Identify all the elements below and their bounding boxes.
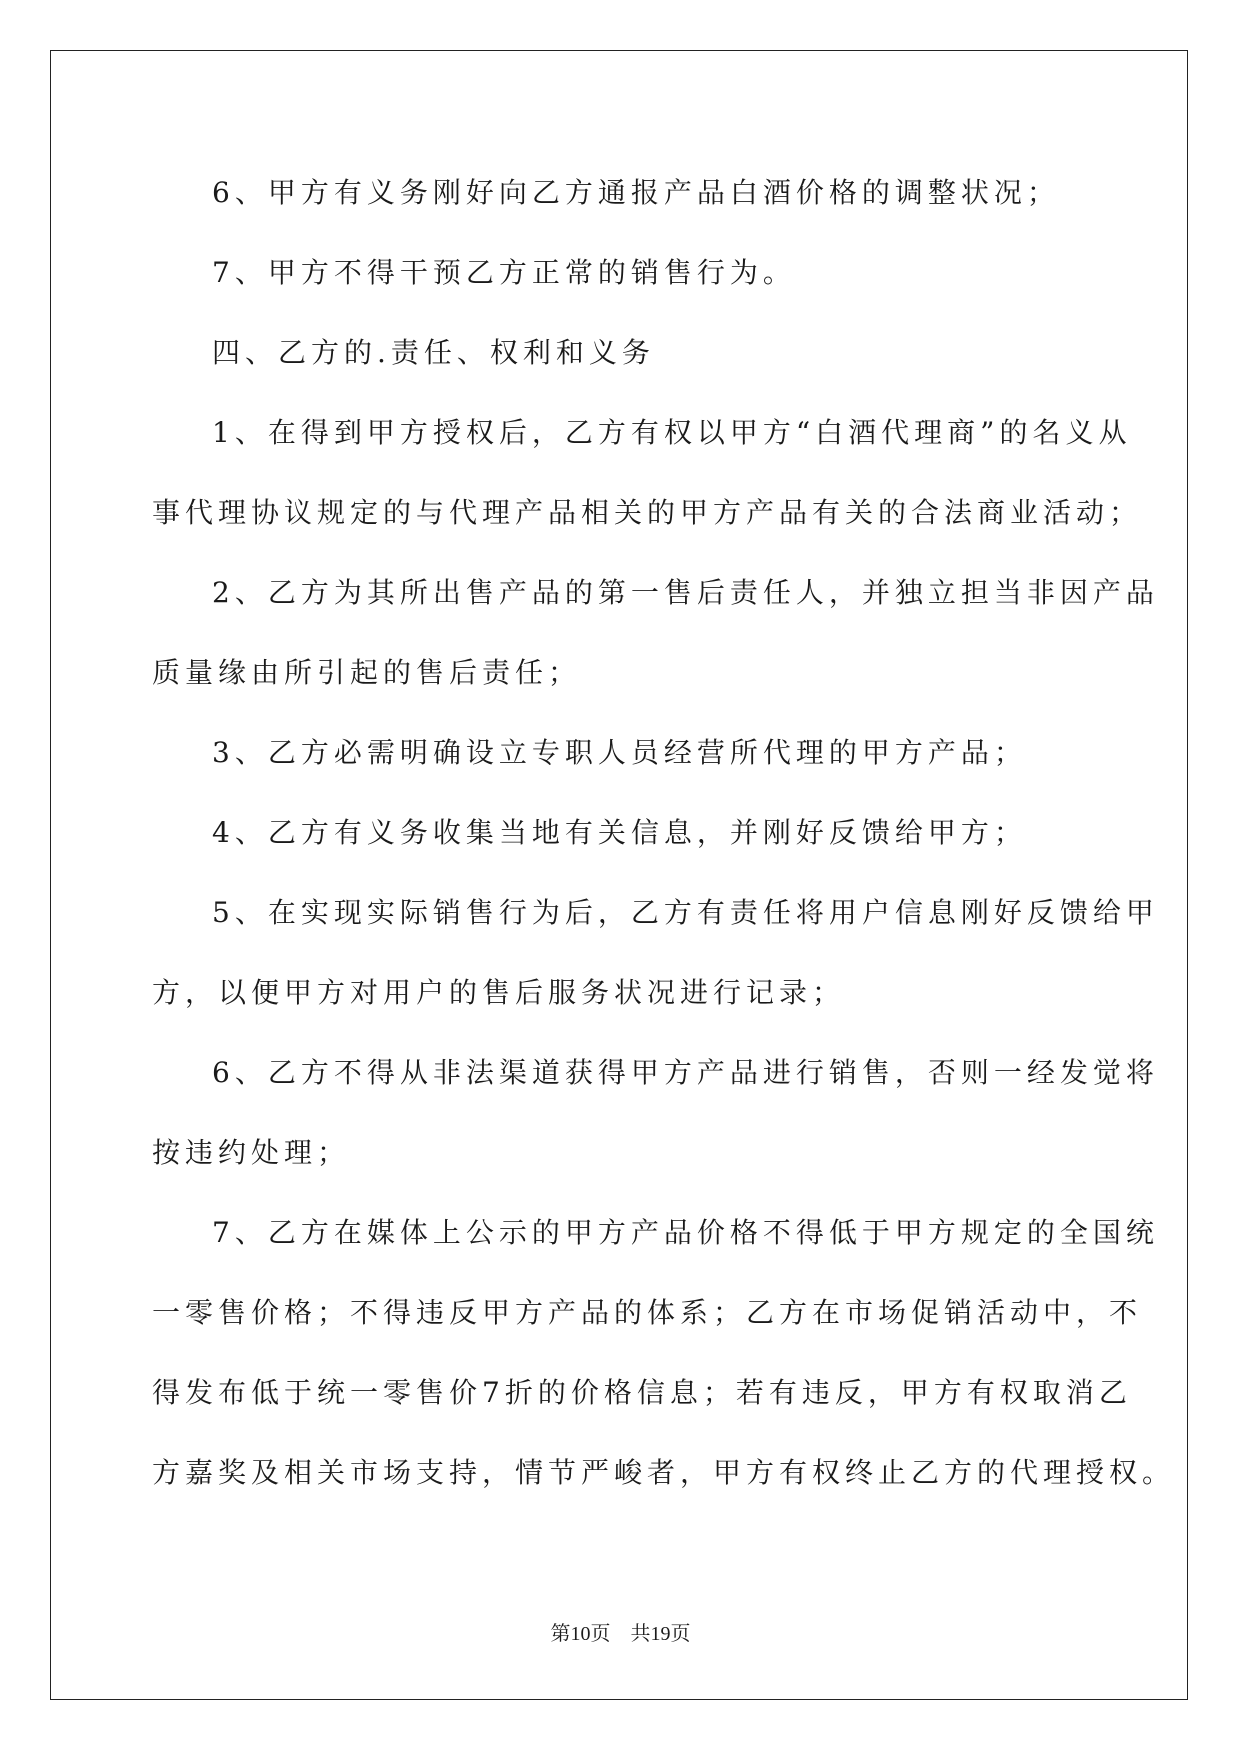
- document-line: 质量缘由所引起的售后责任；: [152, 656, 582, 689]
- document-line: 按违约处理；: [152, 1136, 351, 1169]
- document-line: 事代理协议规定的与代理产品相关的甲方产品有关的合法商业活动；: [152, 496, 1143, 529]
- document-line: 3、乙方必需明确设立专职人员经营所代理的甲方产品；: [212, 736, 1027, 769]
- document-line: 2、乙方为其所出售产品的第一售后责任人，并独立担当非因产品: [212, 576, 1159, 609]
- document-line: 6、乙方不得从非法渠道获得甲方产品进行销售，否则一经发觉将: [212, 1056, 1159, 1089]
- document-line: 6、甲方有义务刚好向乙方通报产品白酒价格的调整状况；: [212, 176, 1060, 209]
- document-line: 方，以便甲方对用户的售后服务状况进行记录；: [152, 976, 846, 1009]
- document-line: 一零售价格；不得违反甲方产品的体系；乙方在市场促销活动中，不: [152, 1296, 1143, 1329]
- document-line: 1、在得到甲方授权后，乙方有权以甲方“白酒代理商”的名义从: [212, 416, 1132, 449]
- document-line: 7、甲方不得干预乙方正常的销售行为。: [212, 256, 796, 289]
- document-line: 方嘉奖及相关市场支持，情节严峻者，甲方有权终止乙方的代理授权。: [152, 1456, 1176, 1489]
- document-line: 4、乙方有义务收集当地有关信息，并刚好反馈给甲方；: [212, 816, 1027, 849]
- section-heading: 四、乙方的.责任、权利和义务: [212, 336, 655, 369]
- page-number-footer: 第10页 共19页: [550, 1623, 691, 1645]
- document-line: 7、乙方在媒体上公示的甲方产品价格不得低于甲方规定的全国统: [212, 1216, 1159, 1249]
- document-line: 得发布低于统一零售价7折的价格信息；若有违反，甲方有权取消乙: [152, 1376, 1132, 1409]
- document-line: 5、在实现实际销售行为后，乙方有责任将用户信息刚好反馈给甲: [212, 896, 1159, 929]
